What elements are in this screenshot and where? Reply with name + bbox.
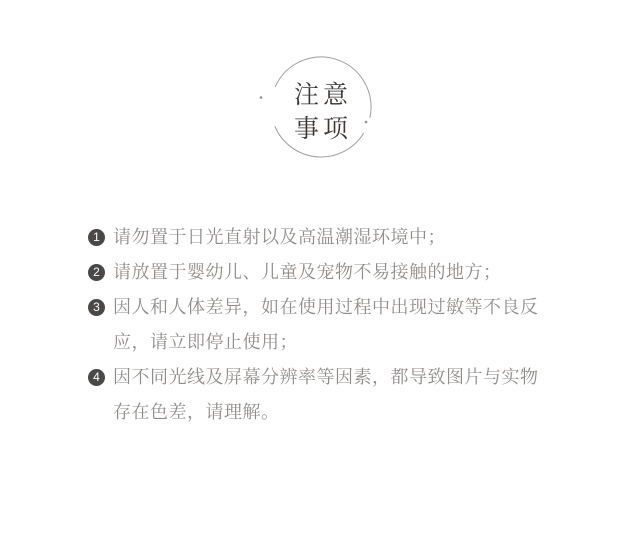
notice-list [88, 220, 568, 430]
notice-item-4 [88, 360, 568, 430]
notice-item-3 [88, 290, 568, 360]
notice-text-2: 请放置于婴幼儿、儿童及宠物不易接触的地方； [113, 262, 502, 282]
number-badge-4: 4 [88, 369, 105, 386]
number-badge-1: 1 [88, 229, 105, 246]
notice-item-2 [88, 255, 568, 290]
notice-text-1: 请勿置于日光直射以及高温潮湿环境中； [113, 227, 446, 247]
notice-item-1 [88, 220, 568, 255]
notice-text-3: 因人和人体差异，如在使用过程中出现过敏等不良反应，请立即停止使用； [113, 297, 539, 352]
badge-title-line1: 注意 [293, 80, 352, 109]
badge-title-line2: 事项 [293, 114, 352, 143]
number-badge-2: 2 [88, 264, 105, 281]
caution-badge [256, 42, 386, 172]
notice-text-4: 因不同光线及屏幕分辨率等因素，都导致图片与实物存在色差，请理解。 [113, 367, 539, 422]
number-badge-3: 3 [88, 299, 105, 316]
badge-title [256, 42, 386, 172]
